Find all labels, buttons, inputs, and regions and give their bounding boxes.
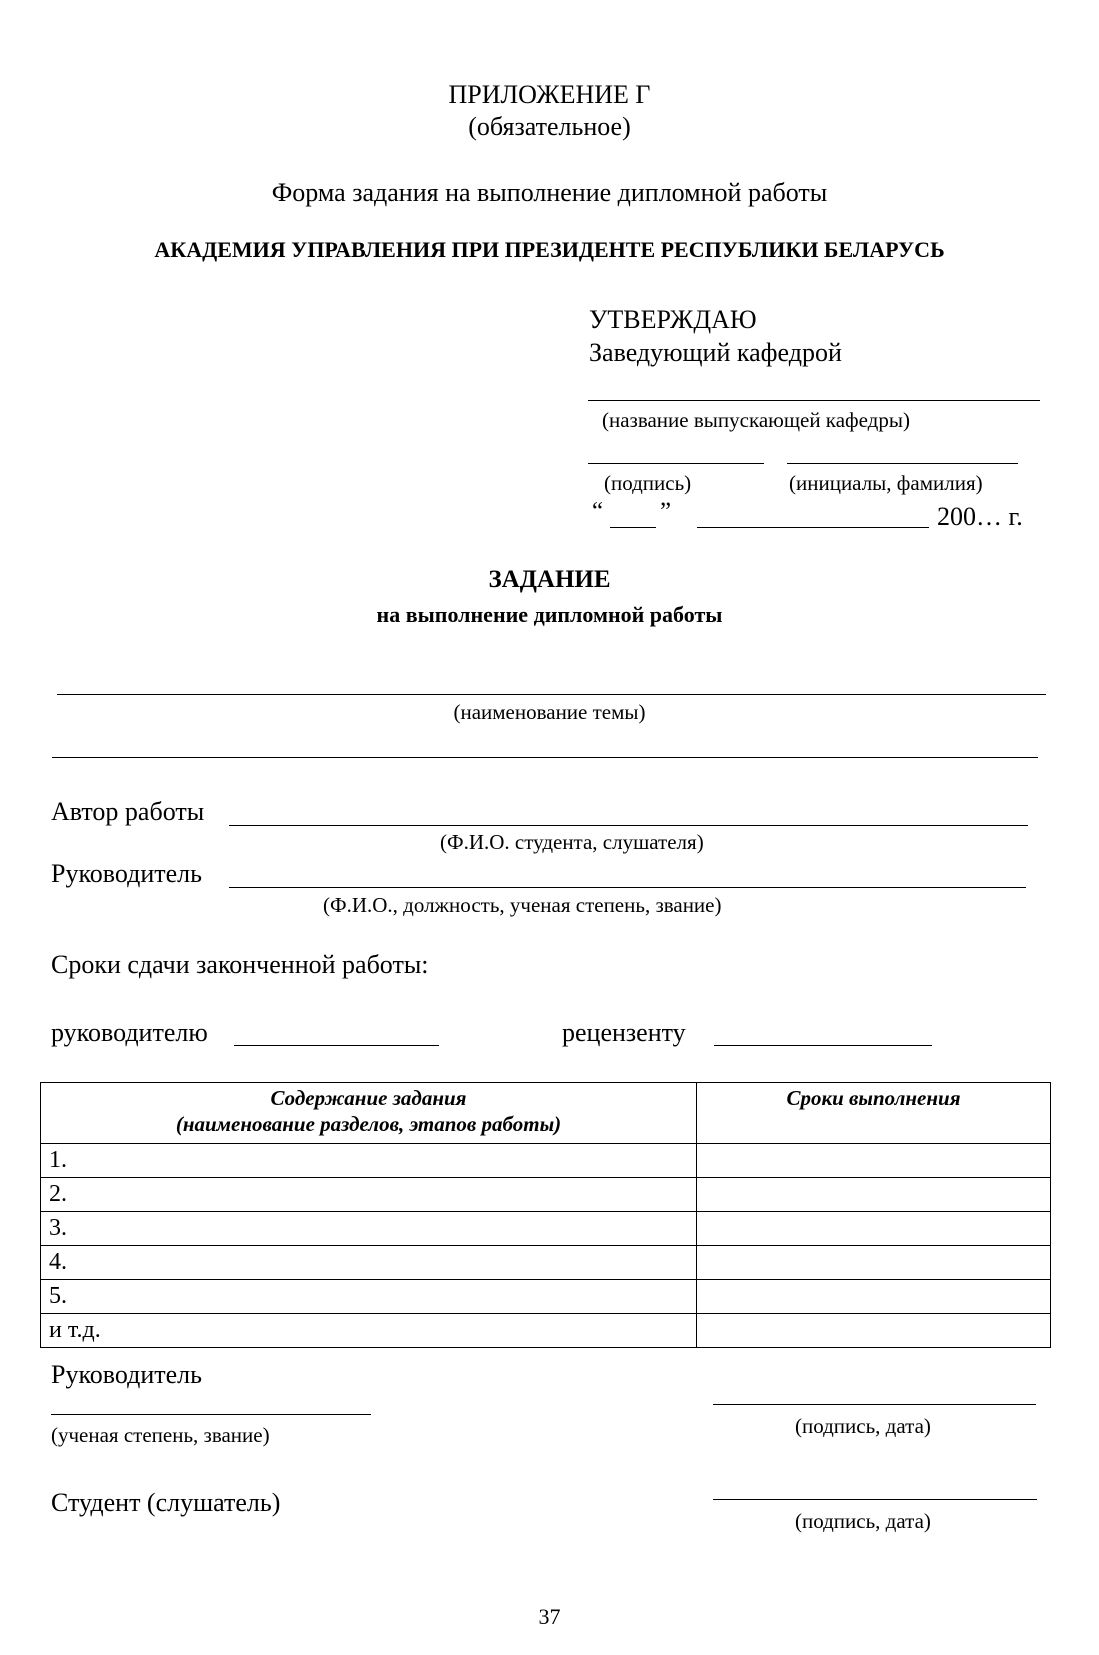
date-year: 200… г. xyxy=(937,502,1023,531)
signature-supervisor-label: Руководитель xyxy=(51,1360,202,1389)
table-row xyxy=(41,1246,1051,1280)
approval-name-line[interactable] xyxy=(787,463,1018,464)
supervisor-line[interactable] xyxy=(229,887,1026,888)
approval-signature-line[interactable] xyxy=(588,463,764,464)
degree-caption: (ученая степень, звание) xyxy=(51,1423,270,1447)
task-cell[interactable]: 3. xyxy=(41,1212,697,1246)
supervisor-caption: (Ф.И.О., должность, ученая степень, звание) xyxy=(323,893,722,917)
student-sign-line[interactable] xyxy=(713,1499,1037,1500)
topic-line[interactable] xyxy=(57,694,1046,695)
table-row xyxy=(41,1314,1051,1348)
to-reviewer-line[interactable] xyxy=(714,1045,932,1046)
topic-line-2[interactable] xyxy=(52,757,1038,758)
task-cell[interactable]: 1. xyxy=(41,1144,697,1178)
deadlines-label: Сроки сдачи законченной работы: xyxy=(51,950,429,979)
page-number: 37 xyxy=(538,1604,561,1629)
student-label: Студент (слушатель) xyxy=(51,1488,281,1517)
deadline-cell[interactable] xyxy=(697,1246,1051,1280)
date-quote-open: “ xyxy=(592,498,604,525)
student-sign-caption: (подпись, дата) xyxy=(795,1509,931,1533)
assignment-subtitle: на выполнение дипломной работы xyxy=(376,602,723,627)
degree-line[interactable] xyxy=(51,1414,371,1415)
supervisor-sign-caption: (подпись, дата) xyxy=(795,1414,931,1438)
task-cell[interactable]: 2. xyxy=(41,1178,697,1212)
task-cell[interactable]: 5. xyxy=(41,1280,697,1314)
header-task-content xyxy=(41,1083,697,1144)
form-title: Форма задания на выполнение дипломной работы xyxy=(271,178,828,207)
appendix-note: (обязательное) xyxy=(468,112,631,141)
deadline-cell[interactable] xyxy=(697,1314,1051,1348)
date-quote-close: ” xyxy=(660,498,672,525)
assignment-title: ЗАДАНИЕ xyxy=(488,566,611,593)
table-row xyxy=(41,1144,1051,1178)
department-caption: (название выпускающей кафедры) xyxy=(602,408,910,432)
task-cell[interactable]: 4. xyxy=(41,1246,697,1280)
author-line[interactable] xyxy=(229,825,1028,826)
supervisor-label: Руководитель xyxy=(51,859,202,888)
deadline-cell[interactable] xyxy=(697,1280,1051,1314)
deadline-cell[interactable] xyxy=(697,1178,1051,1212)
approval-heading: УТВЕРЖДАЮ xyxy=(589,305,757,334)
date-day-line[interactable] xyxy=(610,527,656,528)
task-table xyxy=(40,1082,1051,1348)
header-deadlines xyxy=(697,1083,1051,1144)
table-row xyxy=(41,1178,1051,1212)
supervisor-sign-line[interactable] xyxy=(713,1404,1036,1405)
table-row xyxy=(41,1280,1051,1314)
to-supervisor-line[interactable] xyxy=(234,1045,439,1046)
table-header-row xyxy=(41,1083,1051,1144)
author-caption: (Ф.И.О. студента, слушателя) xyxy=(440,830,704,854)
approval-signature-caption: (подпись) xyxy=(604,471,692,495)
deadline-cell[interactable] xyxy=(697,1144,1051,1178)
task-cell[interactable]: и т.д. xyxy=(41,1314,697,1348)
date-month-line[interactable] xyxy=(697,527,929,528)
to-reviewer-label: рецензенту xyxy=(562,1018,686,1047)
to-supervisor-label: руководителю xyxy=(51,1018,208,1047)
header-deadlines-text: Сроки выполнения xyxy=(786,1086,961,1110)
header-task-content-text: Содержание задания (наименование разделов, этапов работы) xyxy=(175,1086,562,1136)
topic-caption: (наименование темы) xyxy=(453,700,646,724)
approval-position: Заведующий кафедрой xyxy=(589,338,842,367)
institution-name: АКАДЕМИЯ УПРАВЛЕНИЯ ПРИ ПРЕЗИДЕНТЕ РЕСПУБЛИКИ БЕЛАРУСЬ xyxy=(154,237,945,262)
appendix-title: ПРИЛОЖЕНИЕ Г xyxy=(448,80,651,109)
deadline-cell[interactable] xyxy=(697,1212,1051,1246)
department-line[interactable] xyxy=(588,400,1040,401)
table-row xyxy=(41,1212,1051,1246)
approval-name-caption: (инициалы, фамилия) xyxy=(789,471,983,495)
author-label: Автор работы xyxy=(51,797,205,826)
